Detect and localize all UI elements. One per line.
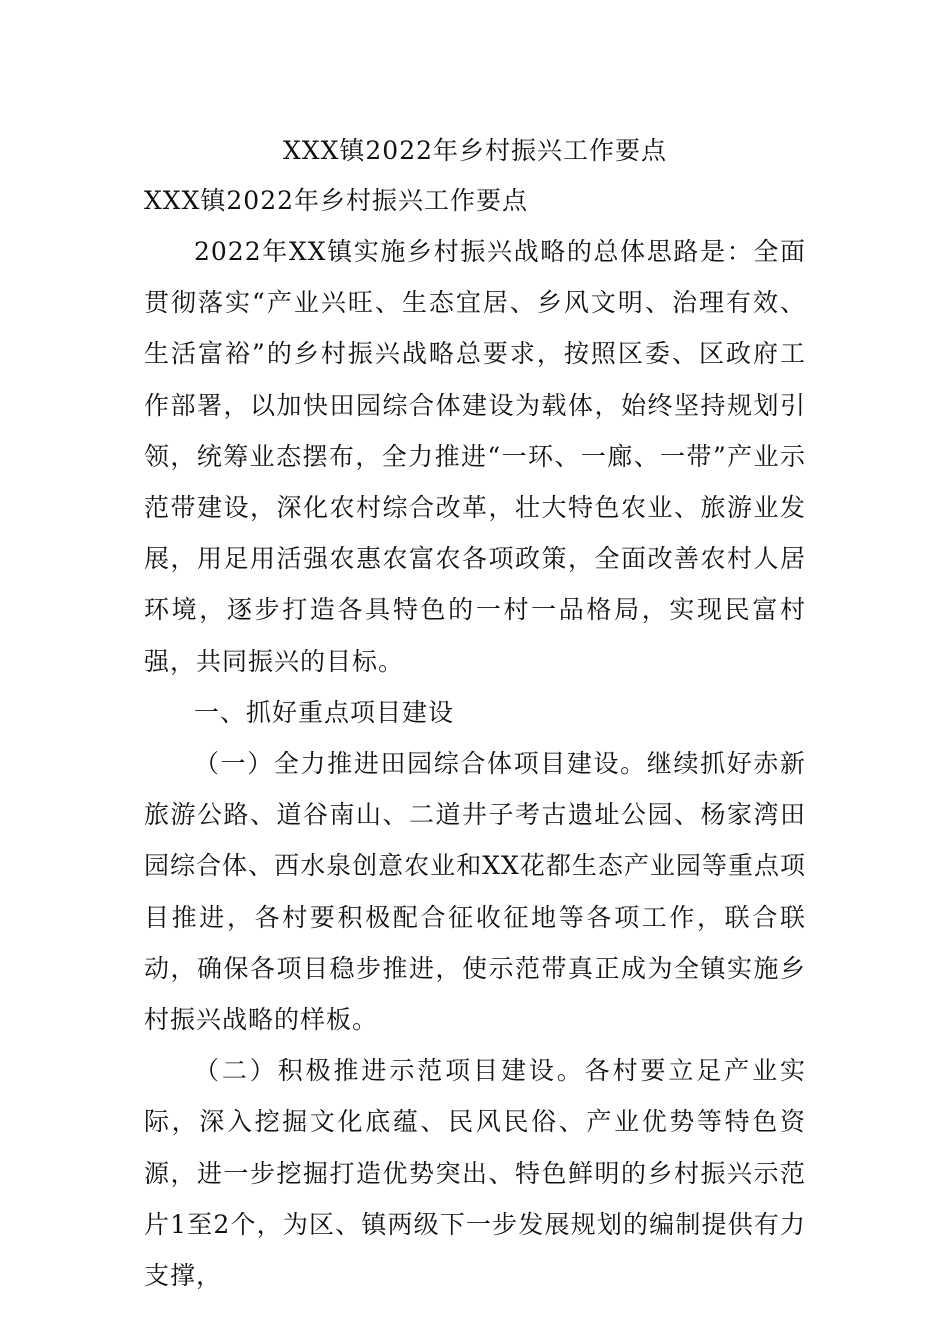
paragraph-item-1: （一）全力推进田园综合体项目建设。继续抓好赤新旅游公路、道谷南山、二道井子考古遗址公园、杨家湾田园综合体、西水泉创意农业和XX花都生态产业园等重点项目推进，各村要积极配合征收征地等各项工作，联合联动，确保各项目稳步推进，使示范带真正成为全镇实施乡村振兴战略的样板。 [144, 749, 806, 1035]
document-title: XXX镇2022年乡村振兴工作要点 [282, 136, 668, 165]
document-page [144, 126, 806, 1301]
section-heading-1: 一、抓好重点项目建设 [194, 697, 455, 727]
document-subtitle: XXX镇2022年乡村振兴工作要点 [144, 186, 529, 215]
paragraph-item-2: （二）积极推进示范项目建设。各村要立足产业实际，深入挖掘文化底蕴、民风民俗、产业优势等特色资源，进一步挖掘打造优势突出、特色鲜明的乡村振兴示范片1至2个，为区、镇两级下一步发展规划的编制提供有力支撑， [144, 1056, 806, 1291]
paragraph-overview: 2022年XX镇实施乡村振兴战略的总体思路是：全面贯彻落实“产业兴旺、生态宜居、乡风文明、治理有效、生活富裕”的乡村振兴战略总要求，按照区委、区政府工作部署，以加快田园综合体建设为载体，始终坚持规划引领，统筹业态摆布，全力推进“一环、一廊、一带”产业示范带建设，深化农村综合改革，壮大特色农业、旅游业发展，用足用活强农惠农富农各项政策，全面改善农村人居环境，逐步打造各具特色的一村一品格局，实现民富村强，共同振兴的目标。 [144, 237, 806, 676]
